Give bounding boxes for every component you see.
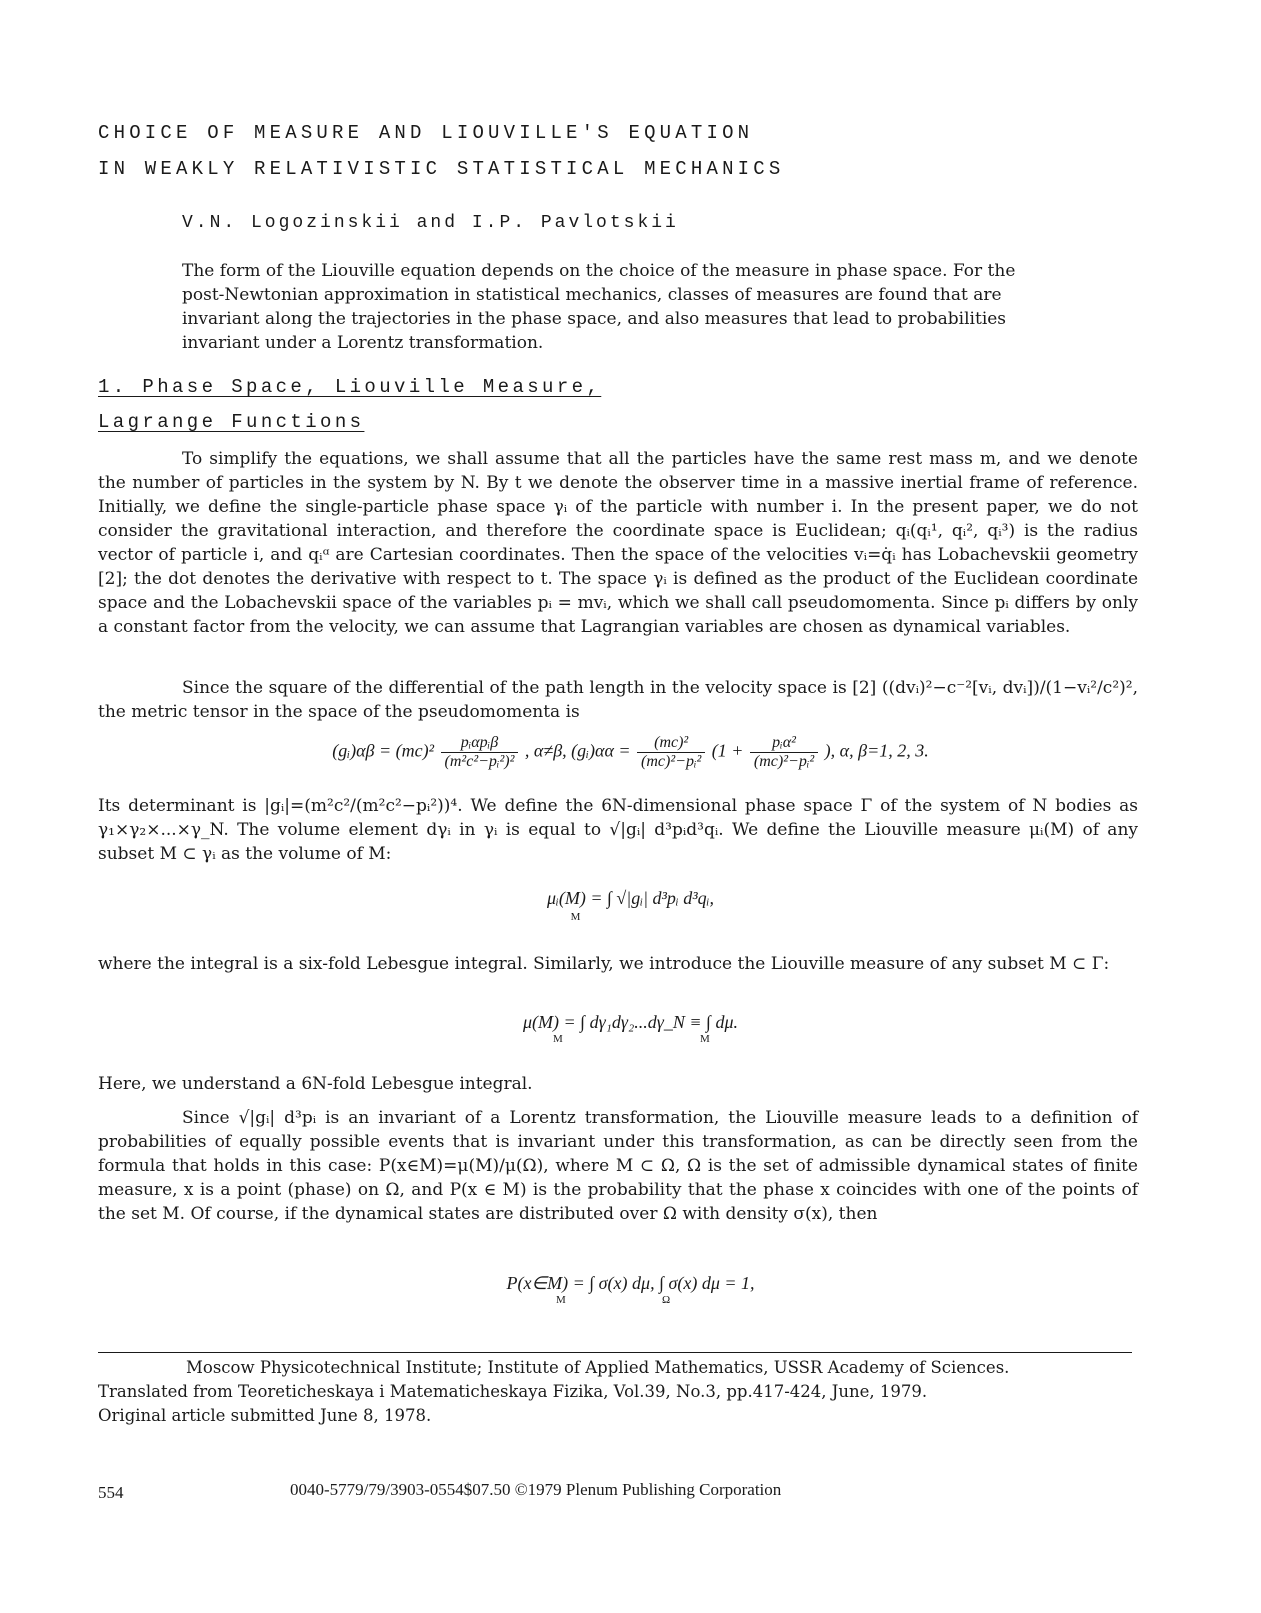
eq3-integral-1-subscript: M	[553, 1033, 563, 1045]
body-paragraph-4: where the integral is a six-fold Lebesgue integral. Similarly, we introduce the Liouville measure of any subset M ⊂ Γ:	[98, 954, 1110, 974]
section-heading-line-2: Lagrange Functions	[98, 411, 365, 433]
eq1-fraction-2	[637, 734, 705, 771]
eq2-text: μᵢ(M) = ∫ √|gᵢ| d³pᵢ d³qᵢ,	[546, 888, 715, 908]
eq1-paren-open: (1 +	[711, 740, 744, 761]
footnote	[98, 1356, 1158, 1428]
eq1-fraction-1-numerator: pᵢαpᵢβ	[441, 734, 519, 753]
eq2-integral-subscript: M	[570, 911, 581, 923]
eq1-middle: , α≠β, (gᵢ)αα =	[524, 740, 631, 761]
paper-title-line-2: IN WEAKLY RELATIVISTIC STATISTICAL MECHANICS	[98, 158, 785, 180]
eq1-fraction-1	[441, 734, 519, 771]
footnote-translation: Translated from Teoreticheskaya i Matematicheskaya Fizika, Vol.39, No.3, pp.417-424, June, 1979.	[98, 1382, 928, 1401]
eq3-text: μ(M) = ∫ dγ₁dγ₂...dγ_N ≡ ∫ dμ.	[522, 1012, 738, 1032]
eq3-subscripts	[0, 1033, 1261, 1047]
eq1-tail: ), α, β=1, 2, 3.	[824, 740, 929, 761]
eq1-fraction-2-numerator: (mc)²	[637, 734, 705, 753]
author-list: V.N. Logozinskii and I.P. Pavlotskii	[182, 213, 679, 233]
body-paragraph-3: Its determinant is |gᵢ|=(m²c²/(m²c²−pᵢ²))⁴. We define the 6N-dimensional phase space Γ of the system of N bodies as γ₁×γ₂×...×γ_N. The volume element dγᵢ in γᵢ is equal to √|gᵢ| d³pᵢd³qᵢ. We define the Liouville measure μᵢ(M) of any subset M ⊂ γᵢ as the volume of M:	[98, 796, 1138, 864]
eq1-fraction-1-denominator: (m²c²−pᵢ²)²	[444, 753, 515, 770]
footnote-affiliation: Moscow Physicotechnical Institute; Institute of Applied Mathematics, USSR Academy of Sciences.	[186, 1358, 1010, 1377]
system-measure-equation	[0, 1012, 1261, 1047]
probability-density-equation	[0, 1273, 1261, 1308]
copyright-line: 0040-5779/79/3903-0554$07.50 ©1979 Plenum Publishing Corporation	[290, 1480, 782, 1499]
eq1-fraction-3-denominator: (mc)²−pᵢ²	[753, 753, 815, 770]
section-heading-line-1: 1. Phase Space, Liouville Measure,	[98, 376, 602, 398]
page-number: 554	[98, 1483, 124, 1502]
eq4-text: P(x∈M) = ∫ σ(x) dμ, ∫ σ(x) dμ = 1,	[506, 1273, 755, 1293]
eq4-subscripts	[0, 1294, 1261, 1308]
eq1-fraction-3	[750, 734, 818, 771]
paper-title-line-1: CHOICE OF MEASURE AND LIOUVILLE'S EQUATION	[98, 122, 754, 144]
eq1-fraction-3-numerator: pᵢα²	[750, 734, 818, 753]
footnote-submission: Original article submitted June 8, 1978.	[98, 1406, 432, 1425]
body-paragraph-1: To simplify the equations, we shall assume that all the particles have the same rest mass m, and we denote the number of particles in the system by N. By t we denote the observer time in a massive inertial frame of reference. Initially, we define the single-particle phase space γᵢ of the particle with number i. In the present paper, we do not consider the gravitational interaction, and therefore the coordinate space is Euclidean; qᵢ(qᵢ¹, qᵢ², qᵢ³) is the radius vector of particle i, and qᵢᵅ are Cartesian coordinates. Then the space of the velocities vᵢ=q̇ᵢ has Lobachevskii geometry [2]; the dot denotes the derivative with respect to t. The space γᵢ is defined as the product of the Euclidean coordinate space and the Lobachevskii space of the variables pᵢ = mvᵢ, which we shall call pseudomomenta. Since pᵢ differs by only a constant factor from the velocity, we can assume that Lagrangian variables are chosen as dynamical variables.	[98, 449, 1138, 637]
eq4-integral-1-subscript: M	[556, 1294, 566, 1306]
eq1-fraction-2-denominator: (mc)²−pᵢ²	[641, 753, 702, 770]
body-paragraph-5: Here, we understand a 6N-fold Lebesgue integral.	[98, 1074, 533, 1094]
eq1-lhs: (gᵢ)αβ = (mc)²	[332, 740, 435, 761]
body-paragraph-6: Since √|gᵢ| d³pᵢ is an invariant of a Lorentz transformation, the Liouville measure leads to a definition of probabilities of equally possible events that is invariant under this transformation, as can be directly seen from the formula that holds in this case: P(x∈M)=μ(M)/μ(Ω), where M ⊂ Ω, Ω is the set of admissible dynamical states of finite measure, x is a point (phase) on Ω, and P(x ∈ M) is the probability that the phase x coincides with one of the points of the set M. Of course, if the dynamical states are distributed over Ω with density σ(x), then	[98, 1108, 1138, 1224]
single-particle-measure-equation	[0, 888, 1261, 923]
footnote-rule	[98, 1352, 1132, 1353]
body-paragraph-2: Since the square of the differential of the path length in the velocity space is [2] ((dvᵢ)²−c⁻²[vᵢ, dvᵢ])/(1−vᵢ²/c²)², the metric tensor in the space of the pseudomomenta is	[98, 678, 1138, 722]
eq3-integral-2-subscript: M	[700, 1033, 710, 1045]
abstract: The form of the Liouville equation depends on the choice of the measure in phase space. For the post-Newtonian approximation in statistical mechanics, classes of measures are found that are invariant along the trajectories in the phase space, and also measures that lead to probabilities invariant under a Lorentz transformation.	[182, 261, 1016, 353]
eq4-integral-2-subscript: Ω	[662, 1294, 671, 1306]
metric-tensor-equation	[0, 734, 1261, 771]
